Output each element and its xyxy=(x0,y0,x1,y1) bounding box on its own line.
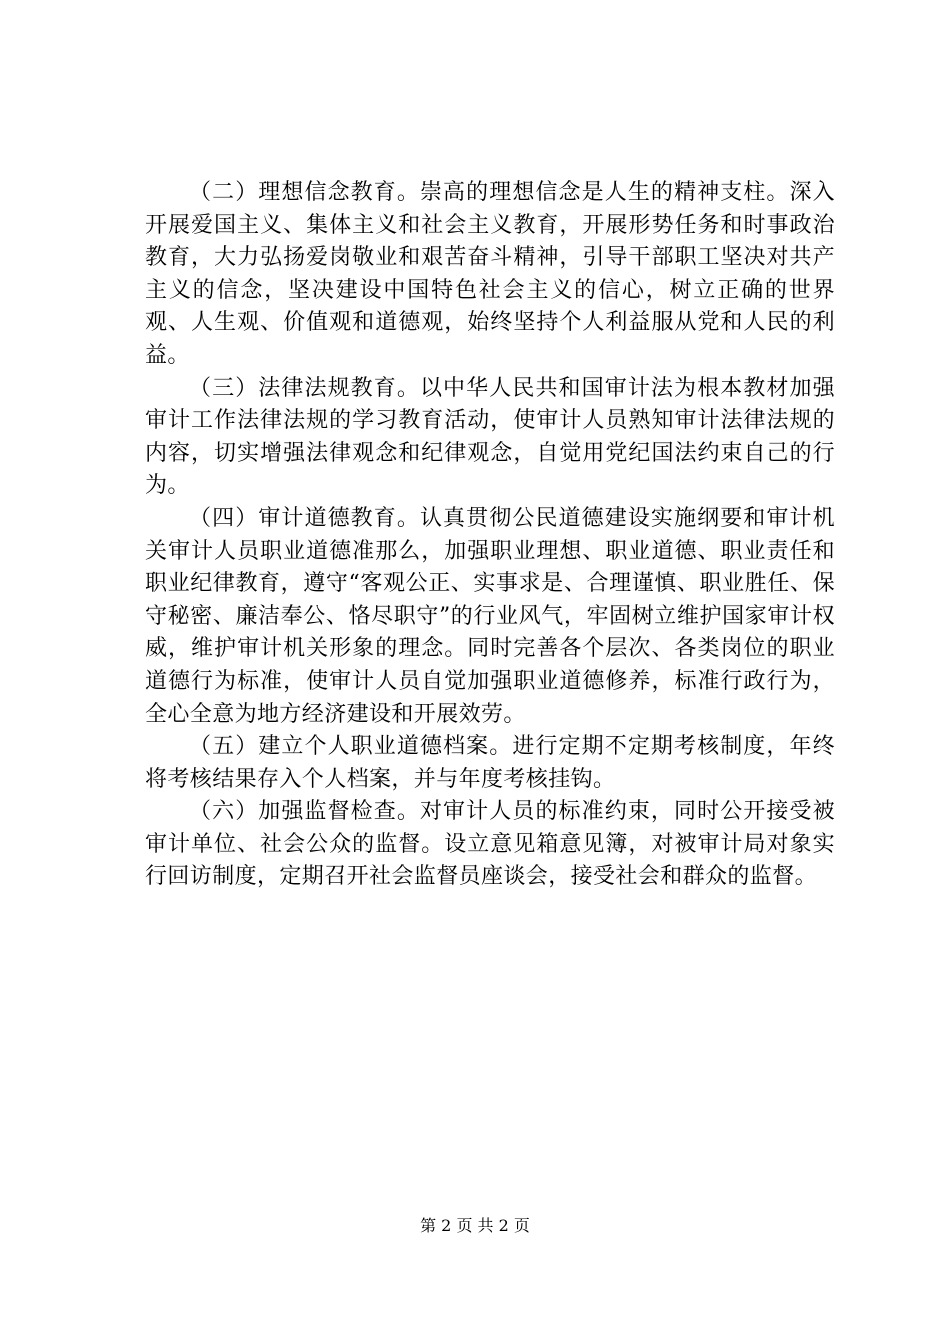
paragraph-ethics-archive: （五）建立个人职业道德档案。进行定期不定期考核制度，年终将考核结果存入个人档案，并与年度考核挂钩。 xyxy=(145,734,835,792)
document-body xyxy=(145,177,835,894)
paragraph-supervision: （六）加强监督检查。对审计人员的标准约束，同时公开接受被审计单位、社会公众的监督。设立意见箱意见簿，对被审计局对象实行回访制度，定期召开社会监督员座谈会，接受社会和群众的监督。 xyxy=(145,799,835,890)
paragraph-law-education: （三）法律法规教育。以中华人民共和国审计法为根本教材加强审计工作法律法规的学习教育活动，使审计人员熟知审计法律法规的内容，切实增强法律观念和纪律观念，自觉用党纪国法约束自己的行为。 xyxy=(145,375,835,499)
paragraph-ideals-education: （二）理想信念教育。崇高的理想信念是人生的精神支柱。深入开展爱国主义、集体主义和社会主义教育，开展形势任务和时事政治教育，大力弘扬爱岗敬业和艰苦奋斗精神，引导干部职工坚决对共产主义的信念，坚决建设中国特色社会主义的信心，树立正确的世界观、人生观、价值观和道德观，始终坚持个人利益服从党和人民的利益。 xyxy=(145,180,835,368)
paragraph-audit-ethics-education: （四）审计道德教育。认真贯彻公民道德建设实施纲要和审计机关审计人员职业道德准那么，加强职业理想、职业道德、职业责任和职业纪律教育，遵守“客观公正、实事求是、合理谨慎、职业胜任、保守秘密、廉洁奉公、恪尽职守”的行业风气，牢固树立维护国家审计权威，维护审计机关形象的理念。同时完善各个层次、各类岗位的职业道德行为标准，使审计人员自觉加强职业道德修养，标准行政行为，全心全意为地方经济建设和开展效劳。 xyxy=(145,505,835,727)
page-footer: 第 2 页 共 2 页 xyxy=(420,1216,530,1235)
